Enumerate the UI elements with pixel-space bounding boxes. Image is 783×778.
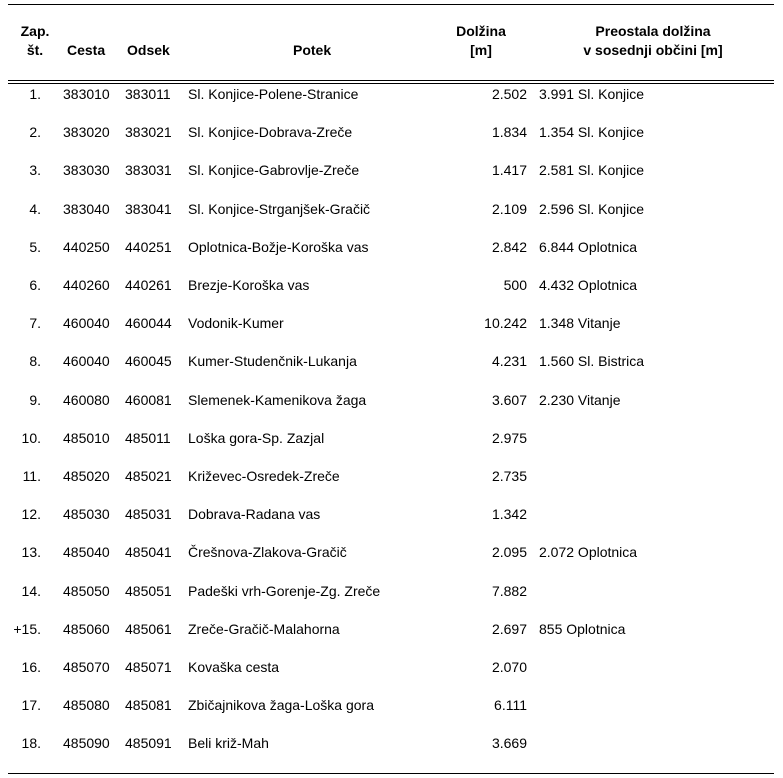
header-cesta: Cesta (67, 42, 106, 58)
row-odsek: 485061 (125, 620, 172, 637)
row-odsek: 485051 (125, 582, 172, 599)
row-number: 5. (29, 238, 41, 255)
row-number: +15. (13, 620, 41, 637)
row-dolzina: 2.095 (491, 544, 527, 561)
row-odsek: 485091 (125, 735, 172, 752)
header-odsek: Odsek (127, 42, 170, 58)
row-dolzina: 2.975 (491, 429, 527, 446)
row-number: 3. (29, 162, 41, 179)
row-preostala: 4.432 Oplotnica (539, 277, 638, 294)
row-dolzina: 2.109 (491, 200, 527, 217)
row-cesta: 440250 (63, 238, 110, 255)
header-preostala (548, 22, 758, 60)
table-row (0, 610, 644, 648)
table-row (0, 686, 644, 724)
row-potek: Slemenek-Kamenikova žaga (188, 391, 367, 408)
row-potek: Oplotnica-Božje-Koroška vas (188, 238, 369, 255)
row-potek: Kovaška cesta (188, 658, 280, 675)
row-odsek: 485021 (125, 467, 172, 484)
row-preostala (527, 495, 644, 533)
row-preostala (527, 419, 644, 457)
row-odsek: 460044 (125, 315, 172, 332)
row-potek: Zreče-Gračič-Malahorna (188, 620, 340, 637)
row-number: 2. (29, 124, 41, 141)
header-zap-line2: št. (26, 42, 44, 58)
table-row (0, 113, 644, 151)
table-row (0, 190, 644, 228)
row-potek: Sl. Konjice-Polene-Stranice (188, 86, 359, 103)
row-cesta: 383010 (63, 86, 110, 103)
row-dolzina: 7.882 (491, 582, 527, 599)
row-preostala: 3.991 Sl. Konjice (539, 86, 645, 103)
header-preostala-line2: v sosednji občini [m] (583, 42, 723, 58)
row-dolzina: 6.111 (494, 697, 527, 714)
row-potek: Sl. Konjice-Gabrovlje-Zreče (188, 162, 360, 179)
header-potek: Potek (293, 42, 332, 58)
table-row (0, 457, 644, 495)
row-cesta: 485010 (63, 429, 110, 446)
row-cesta: 383030 (63, 162, 110, 179)
table-row (0, 648, 644, 686)
header-dolzina-line2: [m] (470, 42, 492, 58)
row-dolzina: 10.242 (484, 315, 527, 332)
row-dolzina: 2.502 (491, 86, 527, 103)
row-odsek: 440261 (125, 277, 172, 294)
table-row (0, 495, 644, 533)
table-row (0, 419, 644, 457)
row-odsek: 460045 (125, 353, 172, 370)
row-number: 4. (29, 200, 41, 217)
row-dolzina: 4.231 (491, 353, 527, 370)
row-number: 6. (29, 277, 41, 294)
table-row (0, 571, 644, 609)
table-row (0, 304, 644, 342)
table-bottom-rule (8, 773, 774, 774)
row-number: 1. (29, 86, 41, 103)
row-dolzina: 1.417 (491, 162, 527, 179)
header-dolzina-line1: Dolžina (456, 23, 506, 39)
row-cesta: 460080 (63, 391, 110, 408)
row-dolzina: 3.669 (491, 735, 527, 752)
row-potek: Beli križ-Mah (188, 735, 269, 752)
row-number: 18. (21, 735, 41, 752)
table-row (0, 228, 644, 266)
row-potek: Vodonik-Kumer (188, 315, 284, 332)
row-number: 7. (29, 315, 41, 332)
row-cesta: 383040 (63, 200, 110, 217)
row-cesta: 485060 (63, 620, 110, 637)
row-potek: Brezje-Koroška vas (188, 277, 310, 294)
table-top-rule (8, 4, 774, 5)
row-potek: Zbičajnikova žaga-Loška gora (188, 697, 374, 714)
row-odsek: 485011 (125, 429, 171, 446)
row-number: 14. (21, 582, 41, 599)
row-preostala: 6.844 Oplotnica (539, 238, 638, 255)
header-zap-line1: Zap. (20, 23, 50, 39)
header-dolzina (452, 22, 510, 60)
row-dolzina: 2.697 (491, 620, 527, 637)
row-odsek: 485031 (125, 506, 172, 523)
row-dolzina: 2.735 (491, 467, 527, 484)
row-dolzina: 1.342 (491, 506, 527, 523)
row-odsek: 440251 (125, 238, 172, 255)
row-preostala (527, 724, 644, 762)
row-odsek: 460081 (125, 391, 172, 408)
row-cesta: 460040 (63, 315, 110, 332)
row-preostala: 855 Oplotnica (539, 620, 626, 637)
row-odsek: 383031 (125, 162, 172, 179)
row-potek: Padeški vrh-Gorenje-Zg. Zreče (188, 582, 381, 599)
table-row (0, 381, 644, 419)
row-cesta: 485070 (63, 658, 110, 675)
row-dolzina: 2.070 (491, 658, 527, 675)
row-cesta: 383020 (63, 124, 110, 141)
row-potek: Dobrava-Radana vas (188, 506, 321, 523)
row-dolzina: 1.834 (491, 124, 527, 141)
row-cesta: 485030 (63, 506, 110, 523)
table-row (0, 724, 644, 762)
row-dolzina: 2.842 (491, 238, 527, 255)
row-number: 8. (29, 353, 41, 370)
table-row (0, 266, 644, 304)
header-zap (19, 22, 51, 60)
row-preostala: 2.581 Sl. Konjice (539, 162, 645, 179)
table-row (0, 342, 644, 380)
row-odsek: 485071 (125, 658, 172, 675)
row-potek: Sl. Konjice-Strganjšek-Gračič (188, 200, 371, 217)
row-number: 12. (21, 506, 41, 523)
row-potek: Sl. Konjice-Dobrava-Zreče (188, 124, 353, 141)
row-odsek: 485041 (125, 544, 172, 561)
row-preostala: 2.230 Vitanje (539, 391, 621, 408)
roads-table-body (0, 75, 644, 762)
row-preostala: 1.348 Vitanje (539, 315, 621, 332)
row-cesta: 460040 (63, 353, 110, 370)
row-number: 13. (21, 544, 41, 561)
row-preostala: 2.072 Oplotnica (539, 544, 638, 561)
roads-table (0, 75, 644, 762)
row-potek: Loška gora-Sp. Zazjal (188, 429, 325, 446)
row-preostala: 2.596 Sl. Konjice (539, 200, 645, 217)
row-preostala (527, 648, 644, 686)
row-odsek: 383021 (125, 124, 172, 141)
row-dolzina: 500 (503, 277, 527, 294)
row-preostala (527, 457, 644, 495)
row-cesta: 485020 (63, 467, 110, 484)
table-row (0, 151, 644, 189)
row-potek: Črešnova-Zlakova-Gračič (188, 544, 347, 561)
row-number: 9. (29, 391, 41, 408)
row-odsek: 383011 (125, 86, 171, 103)
row-potek: Kumer-Studenčnik-Lukanja (188, 353, 357, 370)
row-odsek: 383041 (125, 200, 172, 217)
row-cesta: 485040 (63, 544, 110, 561)
row-cesta: 485090 (63, 735, 110, 752)
row-cesta: 485050 (63, 582, 110, 599)
row-number: 11. (22, 467, 41, 484)
row-potek: Križevec-Osredek-Zreče (188, 467, 340, 484)
row-number: 16. (21, 658, 41, 675)
row-preostala: 1.354 Sl. Konjice (539, 124, 645, 141)
row-cesta: 440260 (63, 277, 110, 294)
row-number: 10. (21, 429, 41, 446)
row-number: 17. (21, 697, 41, 714)
row-preostala: 1.560 Sl. Bistrica (539, 353, 645, 370)
row-odsek: 485081 (125, 697, 172, 714)
row-dolzina: 3.607 (491, 391, 527, 408)
header-preostala-line1: Preostala dolžina (595, 23, 711, 39)
table-row (0, 75, 644, 113)
row-preostala (527, 571, 644, 609)
row-cesta: 485080 (63, 697, 110, 714)
table-row (0, 533, 644, 571)
row-preostala (527, 686, 644, 724)
